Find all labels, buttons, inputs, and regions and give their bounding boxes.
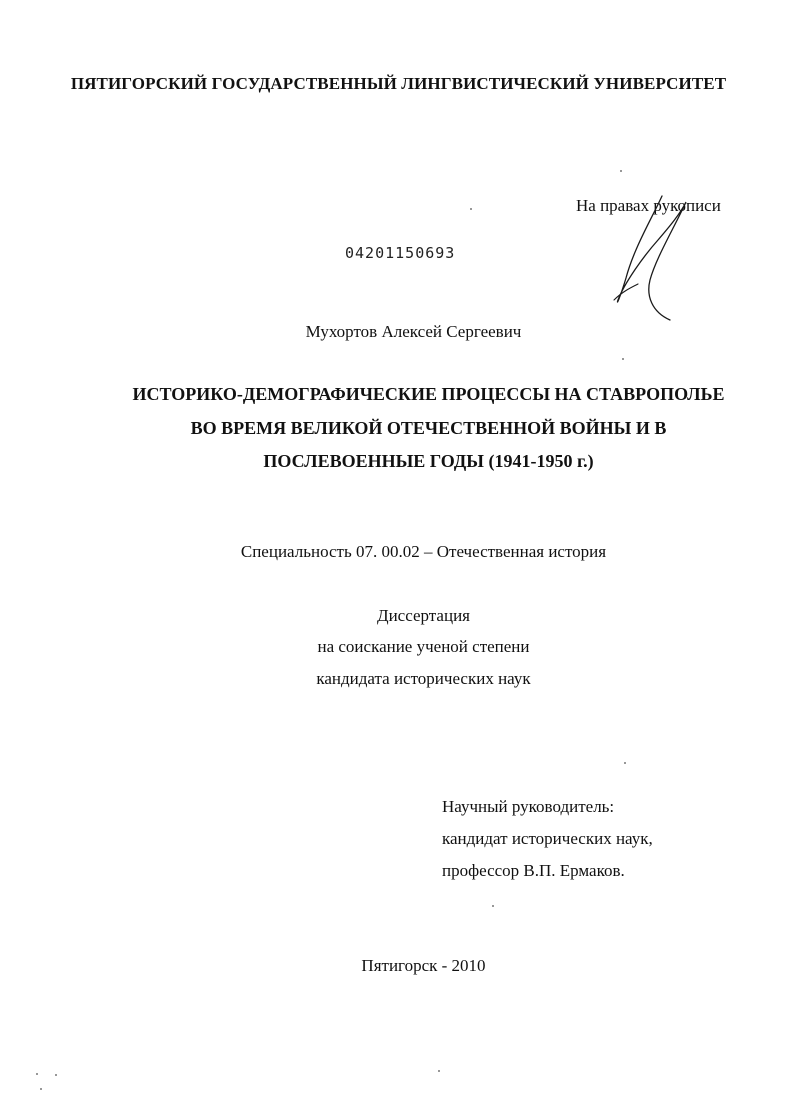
dissertation-label: Диссертация: [376, 606, 470, 625]
degree-name: кандидата исторических наук: [316, 669, 531, 688]
signature-image: [612, 188, 696, 323]
scan-speck: [55, 1074, 57, 1076]
catalog-code: 04201150693: [345, 244, 456, 262]
advisor-label: Научный руководитель:: [442, 797, 615, 816]
city-year: Пятигорск - 2010: [361, 956, 486, 975]
degree-purpose: на соискание ученой степени: [317, 637, 530, 656]
specialty: Специальность 07. 00.02 – Отечественная история: [240, 542, 607, 561]
dissertation-title-line-1: ИСТОРИКО-ДЕМОГРАФИЧЕСКИЕ ПРОЦЕССЫ НА СТАВРОПОЛЬЕ: [132, 384, 725, 404]
scan-speck: [624, 762, 626, 764]
advisor-degree: кандидат исторических наук,: [442, 829, 653, 848]
scan-speck: [620, 170, 622, 172]
scan-speck: [36, 1073, 38, 1075]
scan-speck: [470, 208, 472, 210]
scan-speck: [622, 358, 624, 360]
rights-note: На правах рукописи: [576, 196, 721, 215]
author-name: Мухортов Алексей Сергеевич: [305, 322, 522, 341]
university-name: ПЯТИГОРСКИЙ ГОСУДАРСТВЕННЫЙ ЛИНГВИСТИЧЕСКИЙ УНИВЕРСИТЕТ: [70, 74, 727, 93]
advisor-name: профессор В.П. Ермаков.: [442, 861, 625, 880]
dissertation-title-line-2: ВО ВРЕМЯ ВЕЛИКОЙ ОТЕЧЕСТВЕННОЙ ВОЙНЫ И В: [190, 418, 667, 438]
scan-speck: [438, 1070, 440, 1072]
dissertation-title-line-3: ПОСЛЕВОЕННЫЕ ГОДЫ (1941-1950 г.): [263, 451, 594, 471]
scan-speck: [492, 905, 494, 907]
scan-speck: [40, 1088, 42, 1090]
